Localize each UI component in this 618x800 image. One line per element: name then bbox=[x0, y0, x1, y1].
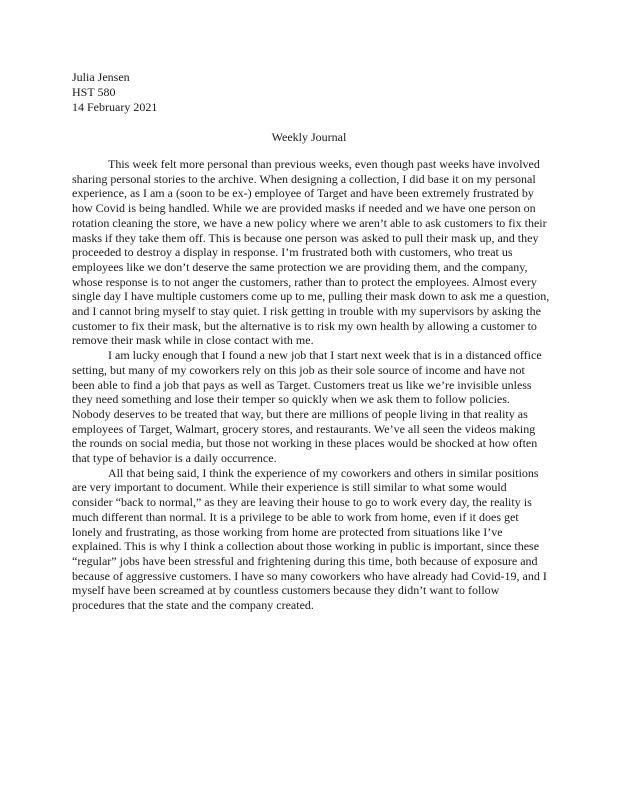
course-code: HST 580 bbox=[72, 85, 116, 99]
document-body bbox=[72, 157, 550, 613]
paragraph: All that being said, I think the experience of my coworkers and others in similar positions are very important to document. While their experience is still similar to what some would consider “back to normal,” as they are leaving their house to go to work every day, the reality is much different than normal. It is a privilege to be able to work from home, even if it does get lonely and frustrating, as those working from home are protected from situations like I’ve explained. This is why I think a collection about those working in public is important, since these “regular” jobs have been stressful and frightening during this time, both because of exposure and because of aggressive customers. I have so many coworkers who have already had Covid-19, and I myself have been screamed at by countless customers because they didn’t want to follow procedures that the state and the company created. bbox=[72, 465, 547, 613]
document-date: 14 February 2021 bbox=[72, 100, 158, 114]
author-name: Julia Jensen bbox=[72, 70, 130, 84]
document-title: Weekly Journal bbox=[271, 130, 347, 144]
paragraph: I am lucky enough that I found a new job that I start next week that is in a distanced office setting, but many of my coworkers rely on this job as their sole source of income and have not been able to find a job that pays as well as Target. Customers treat us like we’re invisible unless they need something and lose their temper so quickly when we ask them to follow policies. Nobody deserves to be treated that way, but there are millions of people living in that reality as employees of Target, Walmart, grocery stores, and restaurants. We’ve all seen the videos making the rounds on social media, but those not working in these places would be shocked at how often that type of behavior is a daily occurrence. bbox=[72, 348, 542, 466]
document-header bbox=[72, 70, 157, 115]
paragraph: This week felt more personal than previous weeks, even though past weeks have involved sharing personal stories to the archive. When designing a collection, I did base it on my personal experience, as I am a (soon to be ex-) employee of Target and have been extremely frustrated by how Covid is being handled. While we are provided masks if needed and we have one person on rotation cleaning the store, we have a new policy where we aren’t able to ask customers to fix their masks if they take them off. This is because one person was asked to pull their mask up, and they proceeded to destroy a display in response. I’m frustrated both with customers, who treat us employees like we don’t deserve the same protection we are providing them, and the company, whose response is to not anger the customers, rather than to protect the employees. Almost every single day I have multiple customers come up to me, pulling their mask down to ask me a question, and I cannot bring myself to stay quiet. I risk getting in trouble with my supervisors by asking the customer to fix their mask, but the alternative is to risk my own health by allowing a customer to remove their mask while in close contact with me. bbox=[72, 157, 550, 348]
